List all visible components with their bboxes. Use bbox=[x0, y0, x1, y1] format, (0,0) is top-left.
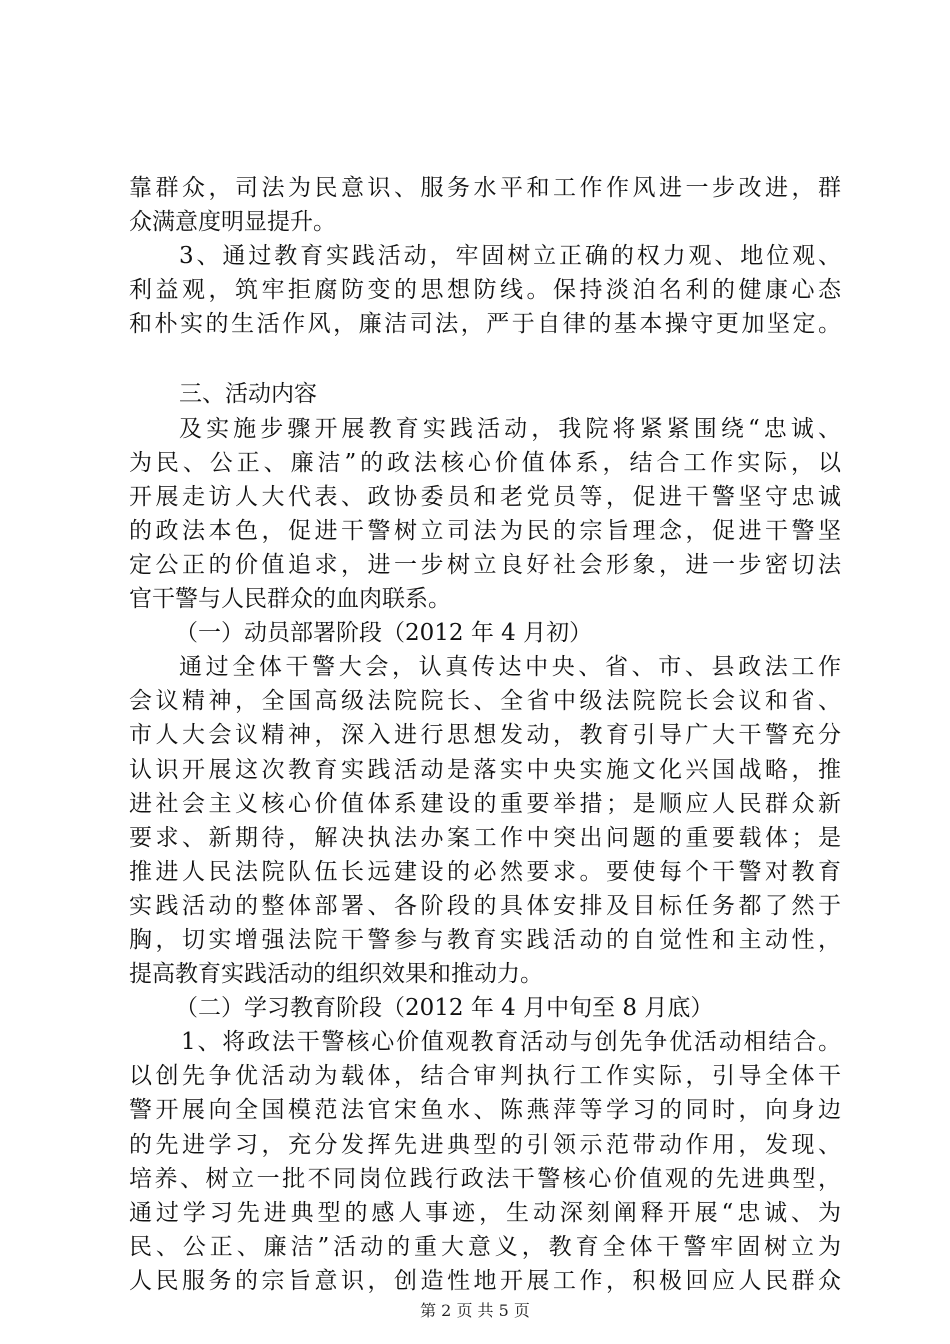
text-line: 的先进学习，充分发挥先进典型的引领示范带动作用，发现、 bbox=[129, 1131, 841, 1158]
text-line: 众满意度明显提升。 bbox=[129, 209, 336, 236]
subsection-heading: （一）动员部署阶段（2012 年 4 月初） bbox=[175, 620, 593, 647]
text-line: 靠群众，司法为民意识、服务水平和工作作风进一步改进，群 bbox=[129, 175, 841, 201]
text-line: 及实施步骤开展教育实践活动，我院将紧紧围绕“忠诚、 bbox=[179, 415, 841, 442]
text-line: 的政法本色，促进干警树立司法为民的宗旨理念，促进干警坚 bbox=[129, 517, 841, 544]
text-line: 为民、公正、廉洁”的政法核心价值体系，结合工作实际，以 bbox=[129, 449, 841, 476]
subsection-heading: （二）学习教育阶段（2012 年 4 月中旬至 8 月底） bbox=[175, 995, 714, 1022]
text-line: 市人大会议精神，深入进行思想发动，教育引导广大干警充分 bbox=[129, 722, 841, 749]
text-line: 要求、新期待，解决执法办案工作中突出问题的重要载体；是 bbox=[129, 824, 841, 851]
paragraph-gap bbox=[129, 341, 841, 377]
text-line: 1、将政法干警核心价值观教育活动与创先争优活动相结合。 bbox=[181, 1029, 841, 1056]
text-line: 提高教育实践活动的组织效果和推动力。 bbox=[129, 961, 543, 988]
text-line: 实践活动的整体部署、各阶段的具体安排及目标任务都了然于 bbox=[129, 892, 841, 919]
text-line: 推进人民法院队伍长远建设的必然要求。要使每个干警对教育 bbox=[129, 858, 841, 885]
text-line: 和朴实的生活作风，廉洁司法，严于自律的基本操守更加坚定。 bbox=[129, 311, 841, 338]
text-line: 培养、树立一批不同岗位践行政法干警核心价值观的先进典型， bbox=[129, 1165, 841, 1192]
document-body bbox=[129, 171, 841, 1298]
text-line: 3、通过教育实践活动，牢固树立正确的权力观、地位观、 bbox=[179, 243, 841, 270]
text-line: 人民服务的宗旨意识，创造性地开展工作，积极回应人民群众 bbox=[129, 1267, 841, 1294]
page-footer bbox=[0, 1301, 950, 1321]
text-line: 胸，切实增强法院干警参与教育实践活动的自觉性和主动性， bbox=[129, 926, 841, 953]
text-line: 定公正的价值追求，进一步树立良好社会形象，进一步密切法 bbox=[129, 551, 841, 578]
text-line: 开展走访人大代表、政协委员和老党员等，促进干警坚守忠诚 bbox=[129, 483, 841, 510]
text-line: 官干警与人民群众的血肉联系。 bbox=[129, 586, 451, 613]
text-line: 民、公正、廉洁”活动的重大意义，教育全体干警牢固树立为 bbox=[129, 1233, 841, 1260]
section-heading: 三、活动内容 bbox=[179, 381, 317, 408]
text-line: 通过全体干警大会，认真传达中央、省、市、县政法工作 bbox=[179, 654, 841, 681]
text-line: 警开展向全国模范法官宋鱼水、陈燕萍等学习的同时，向身边 bbox=[129, 1097, 841, 1124]
page-number-label: 第 2 页 共 5 页 bbox=[420, 1301, 530, 1320]
text-line: 利益观，筑牢拒腐防变的思想防线。保持淡泊名利的健康心态 bbox=[129, 277, 841, 304]
text-line: 会议精神，全国高级法院院长、全省中级法院院长会议和省、 bbox=[129, 688, 841, 715]
text-line: 认识开展这次教育实践活动是落实中央实施文化兴国战略，推 bbox=[129, 756, 841, 783]
text-line: 进社会主义核心价值体系建设的重要举措；是顺应人民群众新 bbox=[129, 790, 841, 817]
text-line: 以创先争优活动为载体，结合审判执行工作实际，引导全体干 bbox=[129, 1063, 841, 1090]
text-line: 通过学习先进典型的感人事迹，生动深刻阐释开展“忠诚、为 bbox=[129, 1199, 841, 1226]
